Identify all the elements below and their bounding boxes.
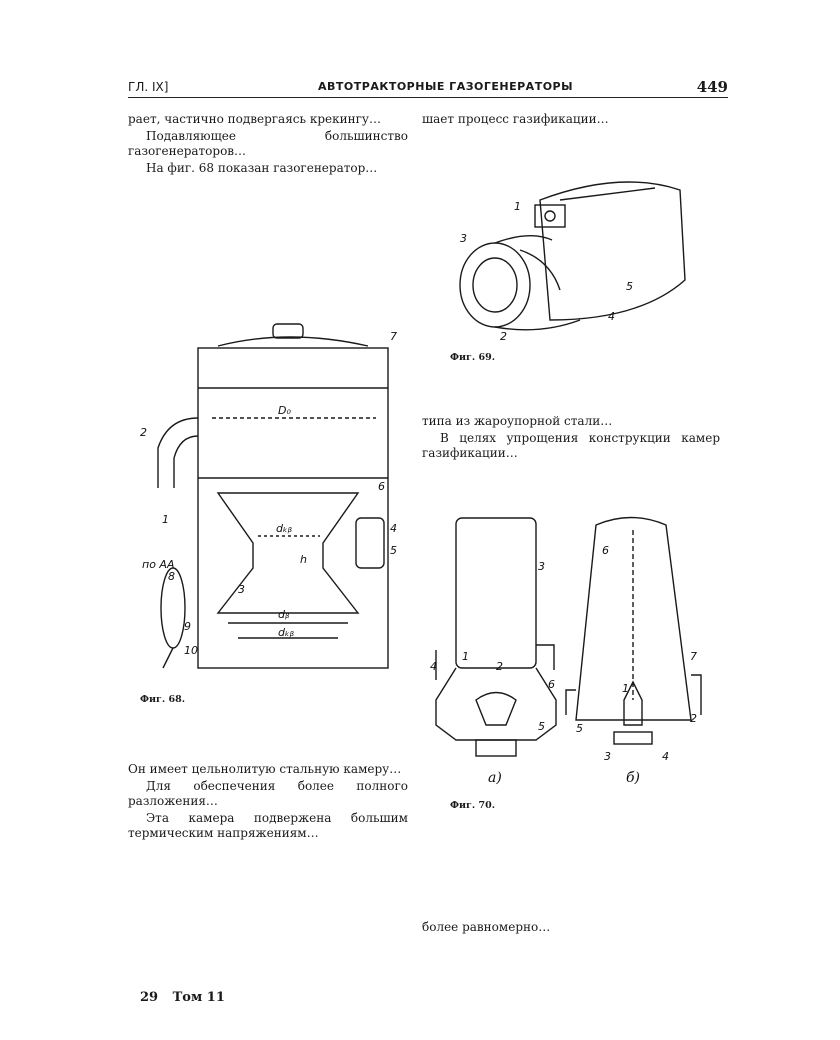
- callout-label: 4: [390, 522, 397, 535]
- bunker-drawing: [440, 170, 700, 348]
- callout-label: 9: [184, 620, 191, 633]
- section-label: по АА: [142, 558, 175, 571]
- page-number: 449: [696, 78, 728, 96]
- scheme-b: [566, 518, 701, 745]
- callout-label: 10: [184, 644, 198, 657]
- paragraph: Эта камера подвержена большим термическим напряжениям…: [128, 811, 408, 840]
- dimension-label: dₖᵦ: [278, 626, 295, 639]
- running-header: [128, 78, 728, 98]
- paragraph: более равномерно…: [422, 920, 551, 934]
- signature-mark: 29: [140, 990, 159, 1005]
- callout-label: 6: [602, 544, 609, 557]
- dimension-label: D₀: [278, 404, 291, 417]
- dimension-label: dₖᵦ: [276, 522, 293, 535]
- callout-label: 1: [162, 513, 169, 526]
- figure-69-caption: [438, 352, 706, 364]
- callout-label: 1: [462, 650, 469, 663]
- callout-label: 3: [460, 232, 467, 245]
- dimension-label: dᵦ: [278, 608, 290, 621]
- left-column-top: [128, 112, 408, 178]
- figure-69: [440, 170, 700, 348]
- caption-title: Фиг. 68.: [140, 694, 186, 705]
- paragraph: типа из жароупорной стали…: [422, 414, 613, 428]
- paragraph: Он имеет цельнолитую стальную камеру…: [128, 762, 402, 776]
- paragraph: Для обеспечения более полного разложения…: [128, 779, 408, 808]
- callout-label: 1: [622, 682, 629, 695]
- callout-label: 5: [538, 720, 545, 733]
- paragraph: В целях упрощения конструкции камер газификации…: [422, 431, 720, 460]
- callout-label: 8: [168, 570, 175, 583]
- running-title: АВТОТРАКТОРНЫЕ ГАЗОГЕНЕРАТОРЫ: [318, 80, 574, 93]
- callout-label: 4: [430, 660, 437, 673]
- callout-label: 6: [548, 678, 555, 691]
- callout-label: 4: [608, 310, 615, 323]
- figure-70: [426, 510, 716, 790]
- callout-label: 2: [500, 330, 507, 343]
- callout-label: 3: [538, 560, 545, 573]
- callout-label: 7: [390, 330, 397, 343]
- paragraph: На фиг. 68 показан газогенератор…: [146, 161, 378, 175]
- callout-label: 2: [690, 712, 697, 725]
- paragraph: шает процесс газификации…: [422, 112, 609, 126]
- paragraph: Подавляющее большинство газогенераторов…: [128, 129, 408, 158]
- gas-generator-schemes-drawing: [426, 510, 716, 790]
- callout-label: 5: [626, 280, 633, 293]
- figure-70-callouts: [430, 544, 697, 786]
- gas-generator-drawing: [128, 318, 410, 690]
- page-footer: [140, 990, 235, 1005]
- callout-label: 4: [662, 750, 669, 763]
- left-column-bottom: [128, 762, 408, 843]
- dimension-label: h: [300, 553, 307, 566]
- callout-label: 2: [140, 426, 147, 439]
- callout-label: 3: [238, 583, 245, 596]
- callout-label: 1: [514, 200, 521, 213]
- subfigure-label-b: б): [626, 770, 641, 786]
- figure-68: [128, 318, 410, 690]
- right-column-bottom: [422, 920, 720, 937]
- caption-title: Фиг. 69.: [450, 352, 496, 363]
- callout-label: 5: [390, 544, 397, 557]
- figure-70-caption: [438, 800, 706, 812]
- chapter-label: ГЛ. IX]: [128, 80, 169, 94]
- callout-label: 5: [576, 722, 583, 735]
- right-column-top: [422, 112, 720, 129]
- callout-label: 3: [604, 750, 611, 763]
- caption-title: Фиг. 70.: [450, 800, 496, 811]
- paragraph: рает, частично подвергаясь крекингу…: [128, 112, 381, 126]
- right-column-middle: [422, 414, 720, 463]
- volume-label: Том 11: [172, 990, 225, 1005]
- subfigure-label-a: а): [488, 770, 502, 786]
- callout-label: 2: [496, 660, 503, 673]
- callout-label: 6: [378, 480, 385, 493]
- callout-label: 7: [690, 650, 697, 663]
- figure-68-caption: [128, 694, 408, 706]
